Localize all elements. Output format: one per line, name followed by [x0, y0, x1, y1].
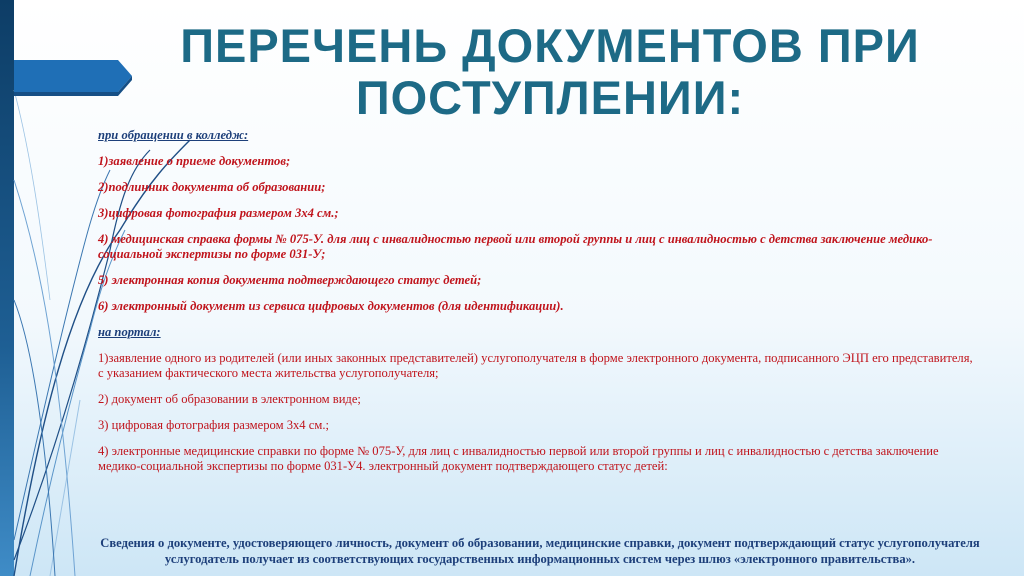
arrow-icon — [14, 60, 132, 92]
college-item-1: 1)заявление о приеме документов; — [98, 154, 291, 168]
portal-item-3: 3) цифровая фотография размером 3х4 см.; — [98, 418, 329, 432]
college-item-4: 4) медицинская справка формы № 075-У. для лиц с инвалидностью первой или второй группы и лиц с инвалидностью с детства заключение медико-социальной экспертизы по форме 031-У; — [98, 232, 933, 261]
document-list — [98, 128, 978, 485]
footer-note: Сведения о документе, удостоверяющего личность, документ об образовании, медицинские справки, документ подтверждающий статус услугополучателя услугодатель получает из соответствующих государственных информационных систем через шлюз «электронного правительства». — [100, 535, 980, 566]
college-item-3: 3)цифровая фотография размером 3х4 см.; — [98, 206, 339, 220]
college-item-6: 6) электронный документ из сервиса цифровых документов (для идентификации). — [98, 299, 564, 313]
portal-item-1: 1)заявление одного из родителей (или иных законных представителей) услугополучателя в форме электронного документа, подписанного ЭЦП его представителя, с указанием фактического места жительства услугополучателя; — [98, 351, 973, 380]
page-title: ПЕРЕЧЕНЬ ДОКУМЕНТОВ ПРИ ПОСТУПЛЕНИИ: — [180, 19, 920, 124]
portal-item-4: 4) электронные медицинские справки по форме № 075-У, для лиц с инвалидностью первой или второй группы и лиц с инвалидностью с детства заключение медико-социальной экспертизы по форме 031-У4. электронный документ подтверждающего статус детей: — [98, 444, 939, 473]
portal-heading: на портал: — [98, 325, 161, 339]
college-heading: при обращении в колледж: — [98, 128, 249, 142]
college-item-2: 2)подлинник документа об образовании; — [98, 180, 326, 194]
portal-item-2: 2) документ об образовании в электронном виде; — [98, 392, 361, 406]
college-item-5: 5) электронная копия документа подтверждающего статус детей; — [98, 273, 482, 287]
